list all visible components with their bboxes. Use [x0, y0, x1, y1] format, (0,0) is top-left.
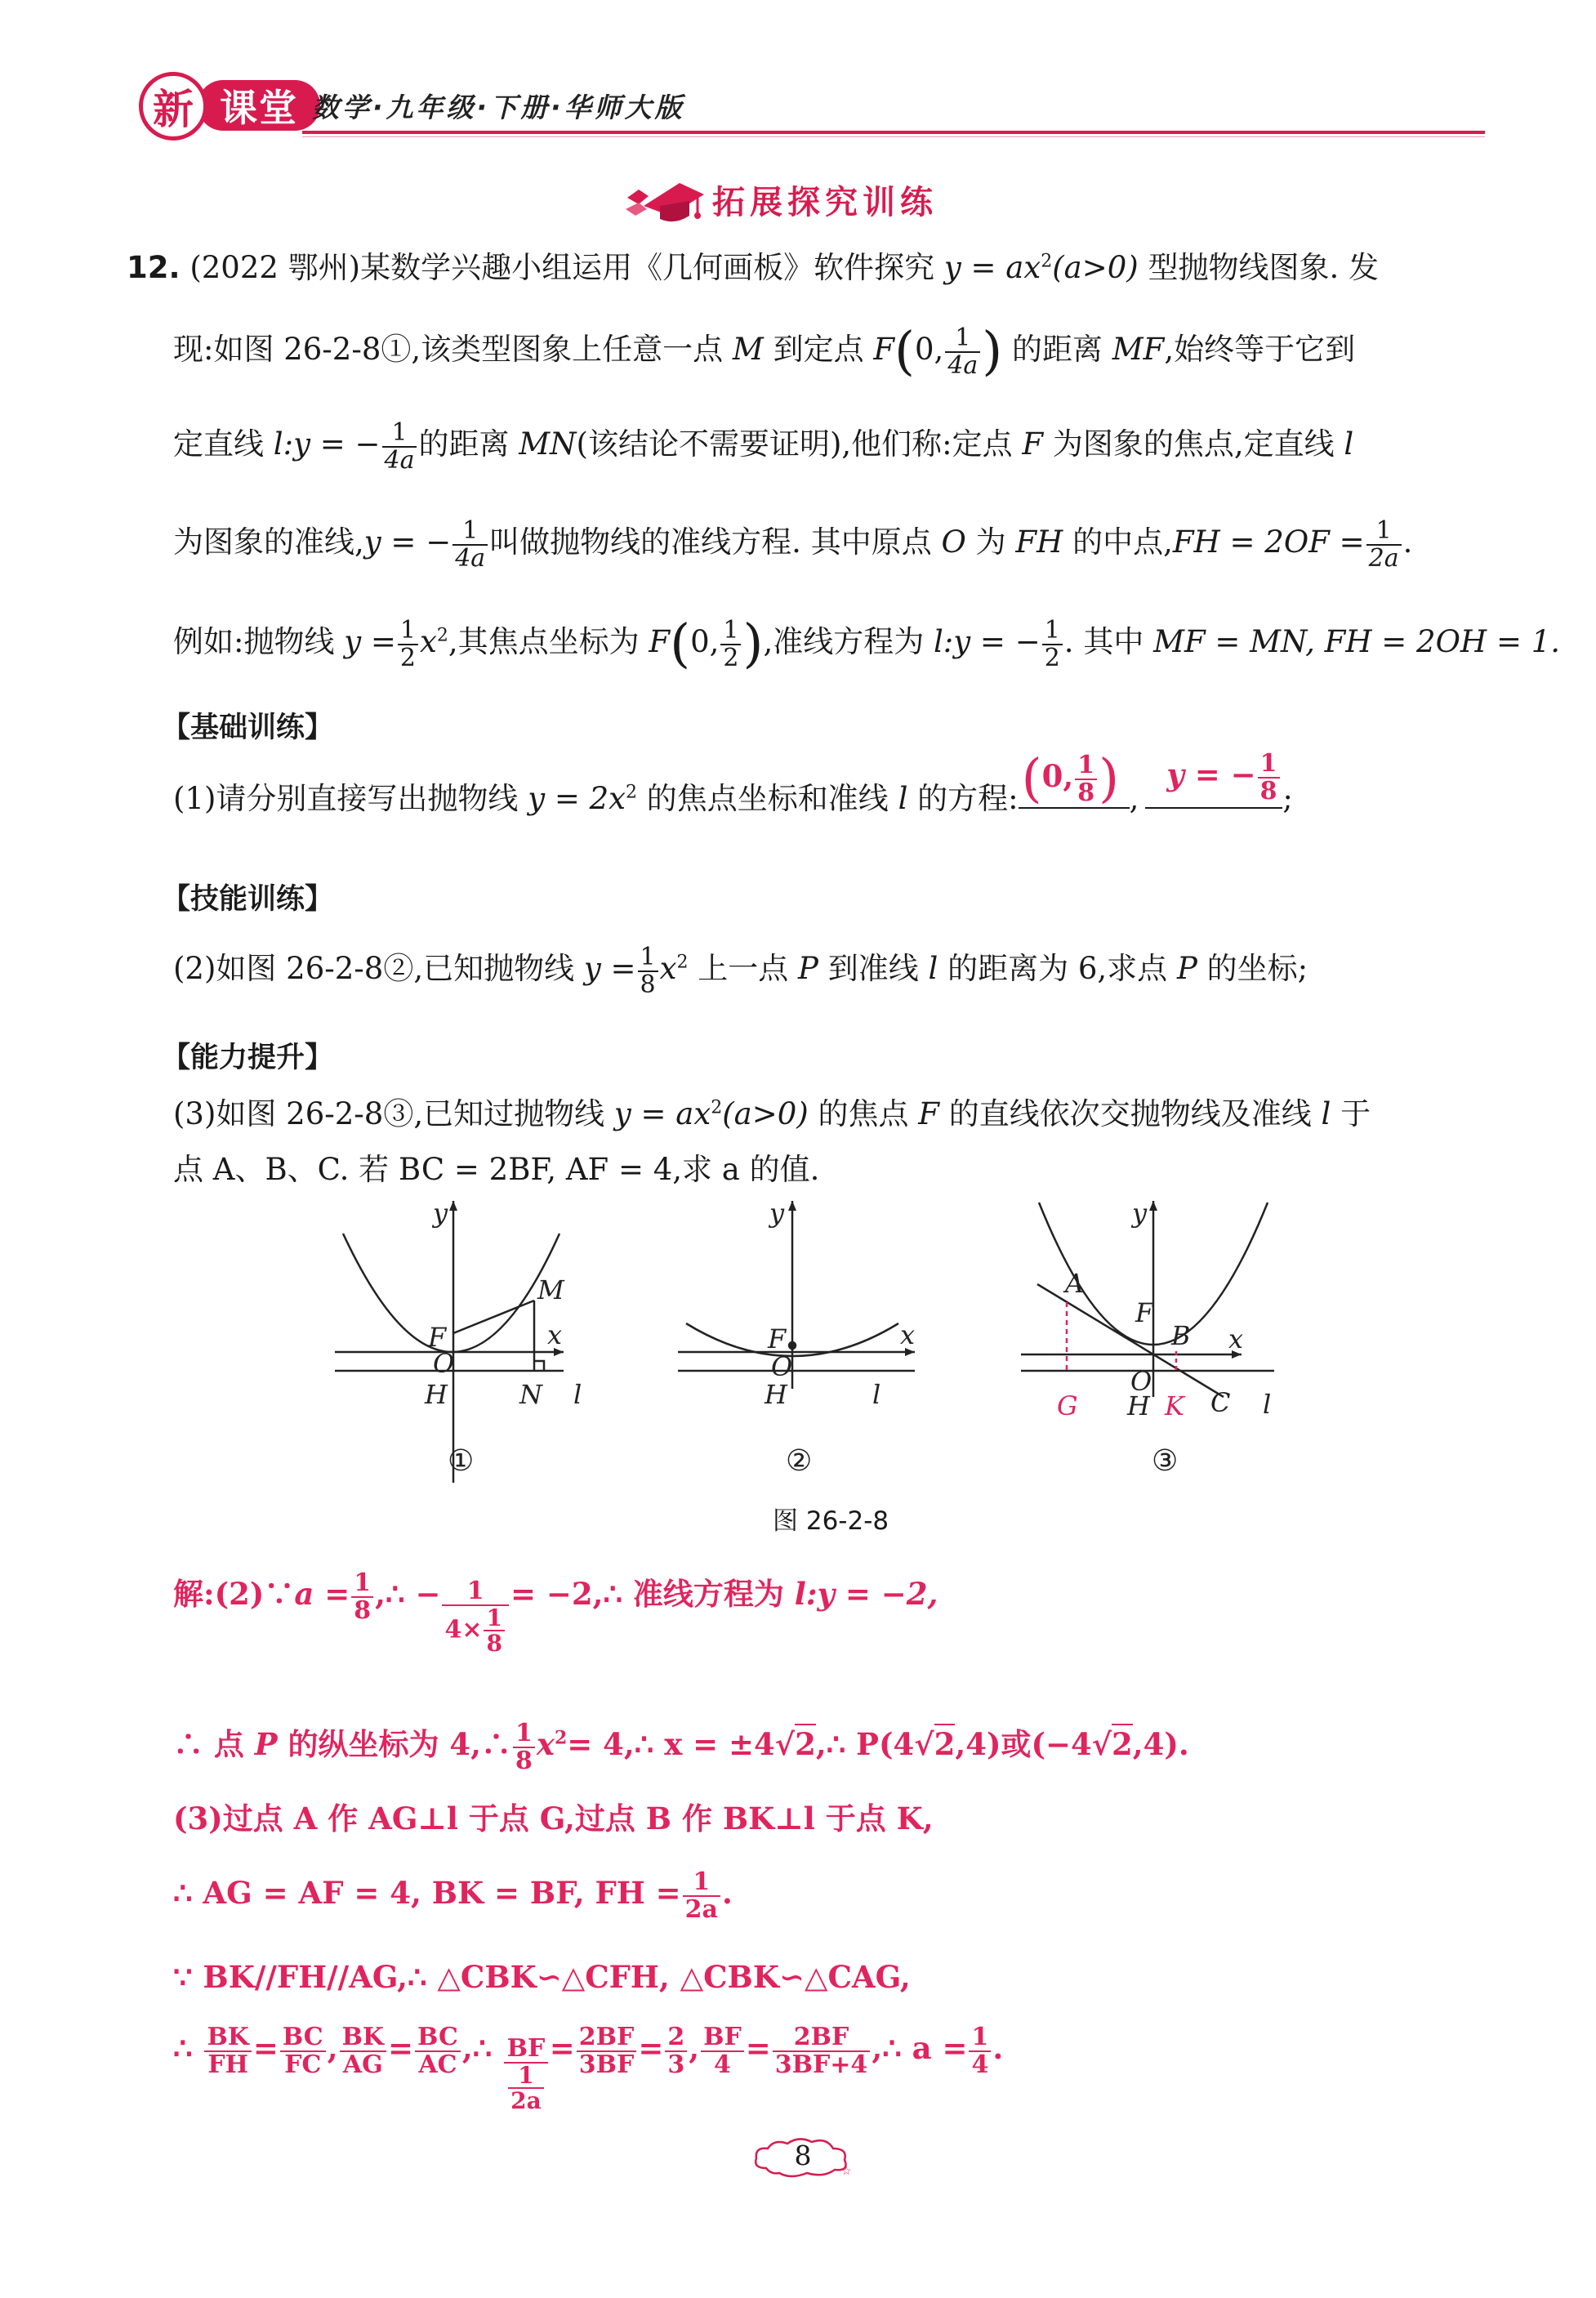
answer-directrix: y = − $\frac{1}{8}$: [1166, 751, 1281, 804]
math: (a>0): [722, 1096, 809, 1131]
page-number-badge: [750, 2135, 856, 2180]
problem-number: 12.: [127, 250, 181, 285]
question-text: 上一点: [698, 951, 789, 986]
fig2-focus-point: [789, 1342, 796, 1349]
section-banner-title: 拓展探究训练: [712, 184, 938, 221]
math: O: [941, 524, 966, 560]
math: y = ax: [613, 1096, 711, 1131]
fig3-label-O: O: [1130, 1366, 1152, 1397]
math: l: [898, 781, 908, 816]
problem-text: 型抛物线图象. 发: [1148, 250, 1380, 285]
problem-text: 到定点: [773, 332, 864, 367]
problem-line-1: [127, 252, 1379, 285]
math: MF: [1112, 332, 1165, 367]
fig1-parabola: [343, 1234, 559, 1352]
fig3-label-H: H: [1127, 1390, 1150, 1421]
fig3-number: ③: [1152, 1444, 1179, 1478]
ability-heading: 【能力提升】: [162, 1042, 334, 1074]
problem-text: 为: [975, 524, 1006, 560]
math: MF = MN, FH = 2OH = 1.: [1153, 624, 1561, 659]
answer-blank-2: [1145, 749, 1282, 809]
fig1-label-M: M: [537, 1274, 564, 1305]
figure-2: [678, 1201, 915, 1389]
math: 0,: [690, 624, 720, 659]
fig1-label-y: y: [433, 1201, 448, 1229]
problem-text: 叫做抛物线的准线方程. 其中原点: [489, 524, 932, 560]
fig2-label-H: H: [765, 1379, 787, 1410]
problem-text: 的中点,: [1072, 524, 1173, 560]
math: y =: [344, 624, 396, 659]
figure-caption: 图 26-2-8: [773, 1506, 889, 1536]
solution-line-4: ∴ AG = AF = 4, BK = BF, FH = $\frac{1}{2a}$ .: [173, 1867, 733, 1924]
solution-line-1: 解:(2)∵a = $\frac{1}{8}$ ,∴ − 1 4× $\frac{1}{8}$ = −2,∴ 准线方程为 l:y = −2,: [173, 1568, 938, 1657]
problem-line-2: 现:如图 26-2-8①,该类型图象上任意一点 M 到定点 F(0, $\frac{1}{4a}$ ) 的距离 MF,始终等于它到: [173, 321, 1356, 382]
problem-text: . 其中: [1063, 624, 1144, 659]
question-3-line-2: 点 A、B、C. 若 BC = 2BF, AF = 4,求 a 的值.: [173, 1152, 820, 1187]
question-2: [173, 944, 1308, 997]
question-text: (3)如图 26-2-8③,已知过抛物线: [173, 1096, 605, 1131]
problem-text: ,始终等于它到: [1164, 332, 1356, 367]
math: M: [732, 332, 764, 367]
fig3-label-G: G: [1057, 1390, 1078, 1421]
math: y = 2x: [528, 781, 626, 816]
problem-text: ,准线方程为: [763, 624, 925, 659]
fraction: $\frac{1}{4a}$: [945, 325, 980, 378]
fraction: $\frac{1}{4a}$: [382, 420, 417, 473]
math: P: [798, 951, 818, 986]
math: y =: [583, 951, 636, 986]
header-title: 数学·九年级·下册·华师大版: [312, 91, 685, 123]
problem-text: 的距离: [1012, 332, 1103, 367]
problem-text: 的距离: [418, 426, 510, 462]
math-exp: 2: [626, 782, 638, 803]
fraction: $\frac{1}{2}$: [1042, 618, 1063, 671]
fig2-label-x: x: [900, 1319, 916, 1350]
fig3-label-B: B: [1171, 1320, 1191, 1351]
figure-26-2-8: [310, 1201, 1340, 1495]
math: l: [1321, 1096, 1331, 1131]
math: P: [1176, 951, 1197, 986]
fig1-number: ①: [448, 1444, 475, 1478]
basic-heading: 【基础训练】: [162, 712, 334, 744]
fig2-number: ②: [786, 1444, 813, 1478]
solution-line-2: ∴ 点 P 的纵坐标为 4,∴ $\frac{1}{8}$ $x^2=$ 4,∴ x = ±4√2,∴ P(4√2,4)或(−4√2,4).: [173, 1719, 1189, 1775]
fraction: $\frac{1}{4a}$: [452, 518, 488, 571]
math: FH: [1015, 524, 1063, 560]
punct: ;: [1282, 781, 1293, 816]
math: l:y = −: [933, 624, 1041, 659]
math-exp: 2: [676, 952, 689, 973]
page-number: 8: [794, 2140, 812, 2171]
problem-text: 现:如图 26-2-8①,该类型图象上任意一点: [173, 332, 724, 367]
math: (a>0): [1052, 250, 1139, 285]
header-logo: [123, 72, 319, 142]
question-text: (1)请分别直接写出抛物线: [173, 781, 519, 816]
math: x: [659, 951, 677, 986]
fig2-label-F: F: [768, 1323, 787, 1354]
question-text: 的直线依次交抛物线及准线: [948, 1096, 1312, 1131]
fig3-label-l: l: [1263, 1389, 1272, 1420]
math: F: [649, 624, 671, 659]
problem-text: 为图象的准线,: [173, 524, 364, 560]
math: l:y = −: [273, 426, 381, 462]
math: 0,: [915, 332, 944, 367]
fig3-label-y: y: [1132, 1201, 1148, 1229]
fig2-label-y: y: [769, 1201, 785, 1229]
fig1-label-O: O: [433, 1348, 455, 1379]
problem-text: (2022 鄂州)某数学兴趣小组运用《几何画板》软件探究: [189, 250, 935, 285]
math: F: [873, 332, 895, 367]
logo-char: 新: [139, 72, 207, 141]
problem-text: 为图象的焦点,定直线: [1052, 426, 1335, 462]
fig1-label-N: N: [519, 1379, 542, 1410]
question-1: [173, 748, 1293, 816]
math-exp: 2: [1041, 251, 1053, 272]
math-exp: 2: [436, 625, 448, 646]
header-rule: [302, 131, 1485, 134]
fig1-label-H: H: [425, 1379, 448, 1410]
logo-text: 课堂: [198, 80, 320, 131]
fig3-label-K: K: [1165, 1390, 1184, 1421]
fig3-label-C: C: [1210, 1387, 1231, 1418]
header-rule-thin: [302, 136, 1485, 137]
math-exp: 2: [711, 1097, 723, 1118]
solution-line-6: ∴ $\frac{BK}{FH}$ = $\frac{BC}{FC}$ , $\frac{BK}{AG}$ = $\frac{BC}{AC}$ ,∴ $\frac{BF}{\frac{1}{2a}}$ = $\frac{2BF}{3BF}$ = $\frac{2}{3}$ , $\frac{BF}{4}$ = $\frac{2BF}{3BF+4}$ ,∴ a = $\frac{1}{4}$ .: [173, 2023, 1004, 2114]
skill-heading: 【技能训练】: [162, 883, 334, 916]
fig1-right-angle: [534, 1361, 544, 1371]
fig1-label-x: x: [547, 1319, 563, 1350]
math: y = ax: [943, 250, 1041, 285]
question-text: 的坐标;: [1206, 951, 1308, 986]
fraction: $\frac{1}{2}$: [398, 618, 418, 671]
math: y = −: [363, 524, 452, 560]
math: l: [928, 951, 938, 986]
question-text: 于: [1340, 1096, 1371, 1131]
figure-1: [335, 1201, 564, 1483]
answer-focus: (0, $\frac{1}{8}$ ): [1021, 748, 1120, 810]
fraction: $\frac{1}{2}$: [720, 618, 741, 671]
fraction: $\frac{1}{2a}$: [1366, 518, 1402, 571]
math: l: [1344, 426, 1354, 462]
problem-text: .: [1402, 524, 1413, 560]
fig3-label-F: F: [1135, 1297, 1154, 1328]
problem-line-4: [173, 518, 1412, 571]
fig1-label-F: F: [428, 1322, 447, 1353]
fig1-segment-MF: [453, 1301, 534, 1333]
math: F: [1022, 426, 1044, 462]
svg-text:☆: ☆: [841, 2165, 852, 2178]
problem-text: ,其焦点坐标为: [448, 624, 640, 659]
fraction: $\frac{1}{8}$: [638, 944, 658, 997]
answer-blank-1: [1019, 748, 1130, 810]
section-banner: [622, 170, 982, 229]
math: FH = 2OF =: [1172, 524, 1365, 560]
question-text: 的焦点坐标和准线: [646, 781, 889, 816]
math: F: [918, 1096, 939, 1131]
fig3-label-x: x: [1228, 1323, 1244, 1354]
problem-text: 定直线: [173, 426, 264, 462]
problem-text: 例如:抛物线: [173, 624, 335, 659]
math: x: [420, 624, 437, 659]
solution-line-5: ∵ BK//FH//AG,∴ △CBK∽△CFH, △CBK∽△CAG,: [173, 1959, 911, 1995]
question-text: 的距离为 6,求点: [947, 951, 1168, 986]
question-text: 到准线: [827, 951, 919, 986]
question-text: (2)如图 26-2-8②,已知抛物线: [173, 951, 575, 986]
math: MN: [519, 426, 577, 462]
question-3-line-1: [173, 1098, 1371, 1131]
fig1-label-l: l: [573, 1379, 582, 1410]
problem-line-5: 例如:抛物线 y = $\frac{1}{2}$ $x^2$,其焦点坐标为 F(0, $\frac{1}{2}$ ),准线方程为 l:y = − $\frac{1}{2}$ . 其中 MF = MN, FH = 2OH = 1.: [173, 614, 1561, 675]
graduation-cap-icon: [622, 173, 707, 227]
problem-text: (该结论不需要证明),他们称:定点: [576, 426, 1013, 462]
problem-line-3: [173, 420, 1353, 473]
question-text: 的焦点: [818, 1096, 909, 1131]
question-text: 的方程:: [917, 781, 1019, 816]
fig3-label-A: A: [1065, 1268, 1085, 1299]
fig2-label-l: l: [872, 1379, 881, 1410]
punct: ,: [1129, 781, 1139, 816]
solution-line-3: (3)过点 A 作 AG⊥l 于点 G,过点 B 作 BK⊥l 于点 K,: [173, 1800, 934, 1836]
fig2-label-O: O: [771, 1351, 793, 1382]
